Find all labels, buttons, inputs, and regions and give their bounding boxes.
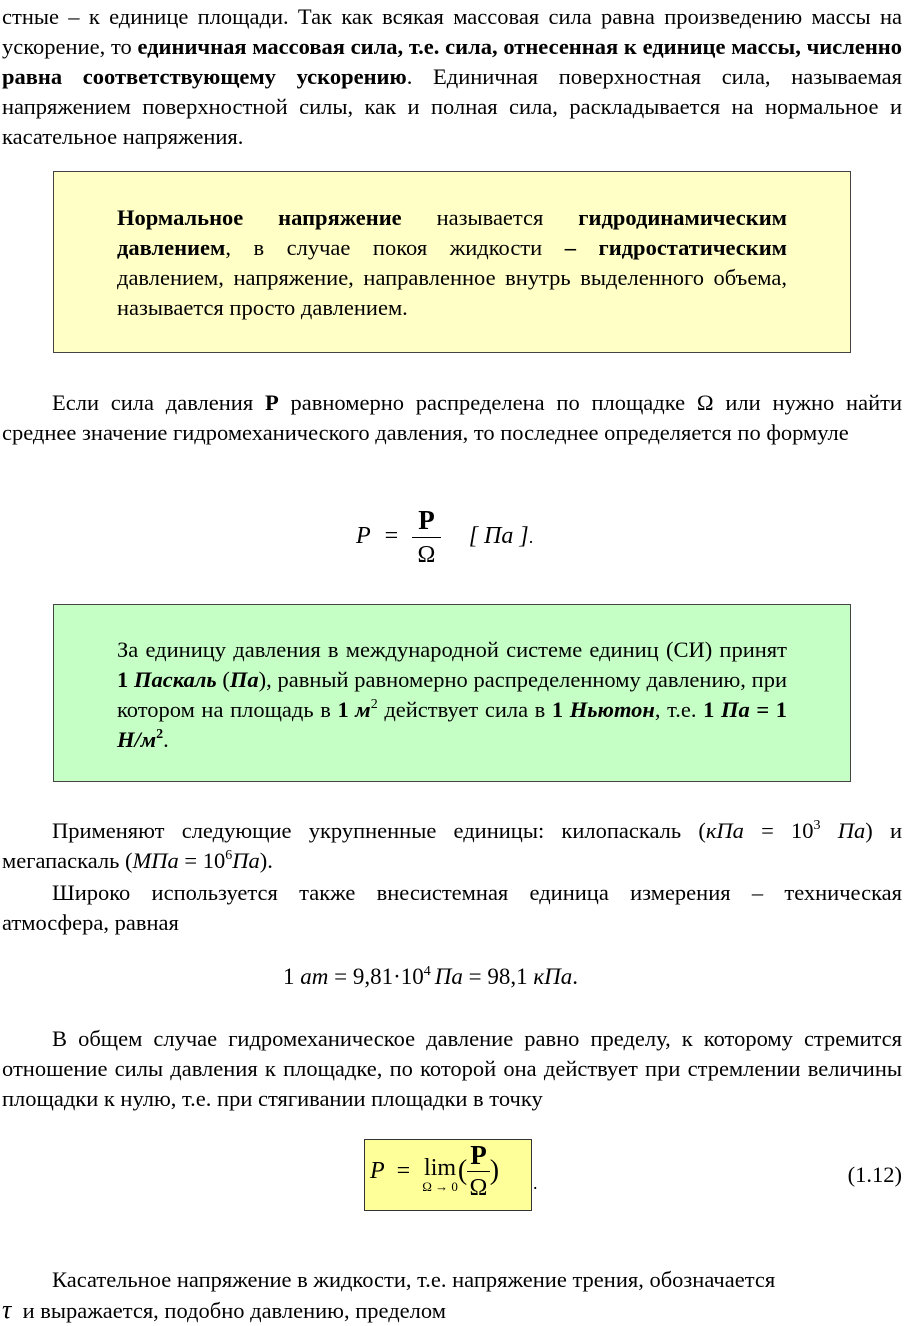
tau-symbol: τ xyxy=(2,1295,12,1324)
definition-text-pascal: За единицу давления в международной системе единиц (СИ) принят 1 Паскаль (Па), равный равномерно распределенному давлению, при котором на площадь в 1 $м^2$ действует сила в 1 Ньютон, т.е. 1 Па = 1 $Н/м^2$. xyxy=(117,637,788,752)
unit-pascal: [ Па ] xyxy=(468,523,529,550)
equation-number: (1.12) xyxy=(847,1162,902,1187)
paragraph-shear-stress-line2: τ и выражается, подобно давлению, пределом xyxy=(2,1295,446,1324)
emphasis-unit-mass-force: единичная массовая сила, т.е. сила, отнесенная к единице массы, численно равна соответствующему ускорению xyxy=(2,34,902,89)
paragraph-larger-units: Применяют следующие укрупненные единицы: килопаскаль ($кПа = 10^3$ Па) и мегапаскаль $(МПа = 10^6Па)$. xyxy=(2,818,902,873)
formula-end-period: . xyxy=(533,1173,538,1193)
paragraph-shear-stress: Касательное напряжение в жидкости, т.е. напряжение трения, обозначается xyxy=(52,1267,776,1292)
formula-atmosphere: 1 ат = $9,81\cdot 10^4$ Па = 98,1 кПа. xyxy=(283,964,578,989)
fraction-P-over-Omega: $\frac{P}{\Omega}$ xyxy=(412,505,441,570)
paragraph-mass-force: стные – к единице площади. Так как всякая массовая сила равна произведению массы на ускорение, то единичная массовая сила, т.е. сила, отнесенная к единице массы, численно равна соответствующему ускорению. Единичная поверхностная сила, называемая напряжением поверхностной силы, как и полная сила, раскладывается на нормальное и касательное напряжения. xyxy=(2,4,902,149)
definition-text-normal-stress: Нормальное напряжение называется гидродинамическим давлением, в случае покоя жидкости – гидростатическим давлением, напряжение, направленное внутрь выделенного объема, называется просто давлением. xyxy=(117,205,788,320)
paragraph-technical-atmosphere: Широко используется также внесистемная единица измерения – техническая атмосфера, равная xyxy=(2,880,902,935)
definition-box-pascal xyxy=(53,604,851,782)
paragraph-average-pressure: Если сила давления P равномерно распределена по площадке Ω или нужно найти среднее значение гидромеханического давления, то последнее определяется по формуле xyxy=(2,390,902,445)
formula-pressure-limit: P = lim Ω → 0 ( $\frac{P}{\Omega}$ ) xyxy=(370,1140,500,1201)
formula-average-pressure: P = $\frac{P}{\Omega}$ [ Па ]. xyxy=(356,505,534,568)
limit-operator: lim Ω → 0 xyxy=(422,1155,458,1194)
paragraph-pressure-limit: В общем случае гидромеханическое давление равно пределу, к которому стремится отношение силы давления к площадке, по которой она действует при стремлении величины площадки к нулю, т.е. при стягивании площадки в точку xyxy=(2,1026,902,1111)
definition-box-normal-stress xyxy=(53,171,851,353)
fraction-P-over-Omega-limit: $\frac{P}{\Omega}$ xyxy=(467,1140,490,1202)
